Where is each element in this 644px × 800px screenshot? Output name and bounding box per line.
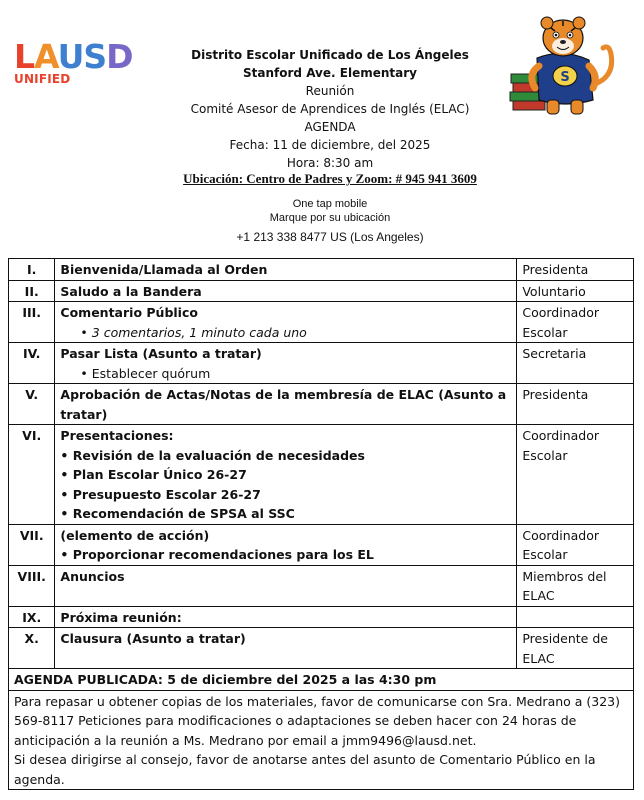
item-number: I. — [9, 259, 55, 281]
item-title: Presentaciones: — [60, 428, 174, 443]
table-row — [9, 606, 634, 628]
table-row — [9, 280, 634, 302]
item-responsible — [517, 606, 634, 628]
logo-subtitle: UNIFIED — [14, 72, 71, 86]
item-number: II. — [9, 280, 55, 302]
item-title: Comentario Público — [60, 305, 198, 320]
item-bullet: • Plan Escolar Único 26-27 — [60, 467, 247, 482]
item-responsible: Coordinador Escolar — [517, 425, 634, 525]
public-comment-note: Si desea dirigirse al consejo, favor de anotarse antes del asunto de Comentario Público en la agenda. — [14, 752, 596, 787]
table-row — [9, 425, 634, 525]
item-number: VI. — [9, 425, 55, 525]
item-title: Bienvenida/Llamada al Orden — [55, 259, 517, 281]
agenda-label: AGENDA — [304, 120, 356, 134]
svg-text:S: S — [560, 70, 570, 85]
item-subpoint: • 3 comentarios, 1 minuto cada uno — [80, 324, 307, 340]
district-name: Distrito Escolar Unificado de Los Ángeles — [191, 48, 469, 62]
published-date: AGENDA PUBLICADA: 5 de diciembre del 2025 a las 4:30 pm — [9, 669, 634, 691]
table-row — [9, 565, 634, 606]
school-name: Stanford Ave. Elementary — [243, 66, 417, 80]
meeting-label: Reunión — [305, 84, 355, 98]
table-row — [9, 628, 634, 669]
item-title: Aprobación de Actas/Notas de la membresía de ELAC (Asunto a tratar) — [55, 384, 517, 425]
item-responsible: Voluntario — [517, 280, 634, 302]
item-number: IX. — [9, 606, 55, 628]
materials-note: Para repasar u obtener copias de los materiales, favor de comunicarse con Sra. Medrano a (323) 569-8117 Peticiones para modificaciones o adaptaciones se deben hacer con 24 horas de anticipación a la reunión a Ms. Medrano por email a jmm9496@lausd.net. — [14, 693, 621, 748]
item-bullet: • Recomendación de SPSA al SSC — [60, 506, 295, 521]
item-bullet: • Presupuesto Escolar 26-27 — [60, 486, 261, 502]
item-subpoint: • Establecer quórum — [80, 365, 211, 381]
table-row — [9, 384, 634, 425]
item-number: III. — [9, 302, 55, 343]
phone-number: +1 213 338 8477 US (Los Angeles) — [236, 230, 424, 244]
agenda-table — [8, 258, 634, 790]
table-row — [9, 669, 634, 691]
logo-letter-u: U — [57, 37, 84, 76]
item-title: Clausura (Asunto a tratar) — [55, 628, 517, 669]
item-responsible: Miembros del ELAC — [517, 565, 634, 606]
item-number: VIII. — [9, 565, 55, 606]
item-responsible: Coordinador Escolar — [517, 524, 634, 565]
item-title: Anuncios — [55, 565, 517, 606]
committee-name: Comité Asesor de Aprendices de Inglés (ELAC) — [190, 102, 470, 116]
tiger-mascot-icon — [507, 14, 619, 118]
item-content — [55, 425, 517, 525]
item-number: V. — [9, 384, 55, 425]
item-title: Saludo a la Bandera — [55, 280, 517, 302]
phone-info — [150, 197, 510, 244]
table-row — [9, 343, 634, 384]
logo-letter-a: A — [34, 37, 58, 76]
item-responsible: Presidenta — [517, 259, 634, 281]
document-header — [150, 46, 510, 172]
table-row — [9, 302, 634, 343]
item-responsible: Secretaria — [517, 343, 634, 384]
table-row — [9, 524, 634, 565]
meeting-time: Hora: 8:30 am — [286, 156, 374, 170]
table-row — [9, 259, 634, 281]
item-number: IV. — [9, 343, 55, 384]
table-row — [9, 690, 634, 790]
item-number: VII. — [9, 524, 55, 565]
item-content — [55, 524, 517, 565]
item-content — [55, 302, 517, 343]
logo-letter-d: D — [106, 37, 133, 76]
item-title: Pasar Lista (Asunto a tratar) — [60, 346, 262, 361]
footer-notes — [9, 690, 634, 790]
item-title: Próxima reunión: — [55, 606, 517, 628]
item-bullet: • Proporcionar recomendaciones para los EL — [60, 547, 374, 562]
logo-letter-s: S — [83, 37, 107, 76]
logo-letter-l: L — [14, 37, 35, 76]
item-responsible: Presidente de ELAC — [517, 628, 634, 669]
item-content — [55, 343, 517, 384]
meeting-location: Ubicación: Centro de Padres y Zoom: # 945 941 3609 — [183, 171, 477, 186]
phone-line-2: Marque por su ubicación — [269, 212, 391, 224]
item-number: X. — [9, 628, 55, 669]
item-bullet: • Revisión de la evaluación de necesidades — [60, 447, 365, 463]
phone-line-1: One tap mobile — [292, 198, 368, 210]
item-responsible: Presidenta — [517, 384, 634, 425]
item-title: (elemento de acción) — [60, 527, 210, 543]
meeting-date: Fecha: 11 de diciembre, del 2025 — [229, 138, 431, 152]
item-responsible: Coordinador Escolar — [517, 302, 634, 343]
